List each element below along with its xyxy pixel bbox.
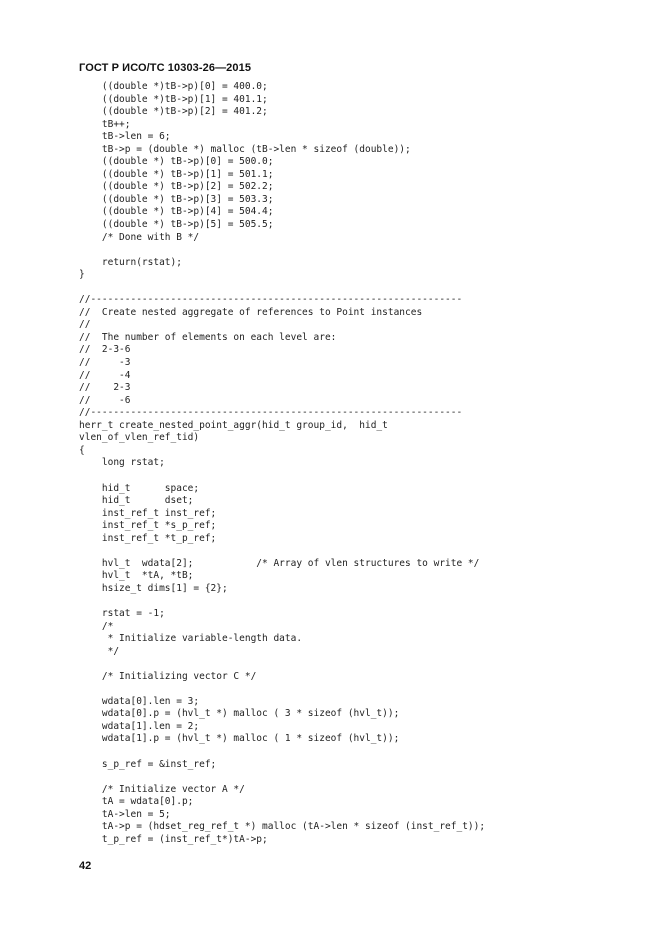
code-line: {	[79, 444, 85, 456]
code-line: /* Initializing vector C */	[79, 670, 257, 682]
code-line: /* Done with B */	[79, 231, 200, 243]
code-line	[79, 771, 639, 784]
code-line	[79, 244, 639, 257]
code-line: hsize_t dims[1] = {2};	[79, 582, 228, 594]
code-listing	[79, 81, 639, 846]
code-line: // The number of elements on each level are:	[79, 331, 337, 343]
code-line: wdata[1].p = (hvl_t *) malloc ( 1 * sizeof (hvl_t));	[79, 733, 400, 745]
code-line: tB->p = (double *) malloc (tB->len * sizeof (double));	[79, 143, 411, 155]
code-line: //-----------------------------------------------------------------	[79, 294, 463, 306]
code-line: inst_ref_t inst_ref;	[79, 507, 217, 519]
code-line: // -3	[79, 357, 131, 369]
code-line: tA->p = (hdset_reg_ref_t *) malloc (tA->len * sizeof (inst_ref_t));	[79, 821, 486, 833]
page-number: 42	[79, 860, 92, 872]
code-line: ((double *) tB->p)[5] = 505.5;	[79, 219, 274, 231]
code-line: wdata[1].len = 2;	[79, 720, 200, 732]
page-header-standard-id: ГОСТ Р ИСО/ТС 10303-26—2015	[79, 62, 252, 74]
code-line: tA->len = 5;	[79, 808, 171, 820]
code-line: long rstat;	[79, 457, 165, 469]
code-line: hvl_t *tA, *tB;	[79, 570, 194, 582]
code-line: ((double *) tB->p)[0] = 500.0;	[79, 156, 274, 168]
code-line	[79, 683, 639, 696]
code-line: inst_ref_t *t_p_ref;	[79, 532, 217, 544]
code-line: * Initialize variable-length data.	[79, 633, 303, 645]
code-line: ((double *)tB->p)[1] = 401.1;	[79, 93, 268, 105]
code-line: hid_t space;	[79, 482, 200, 494]
code-line	[79, 470, 639, 483]
code-line: hid_t dset;	[79, 495, 194, 507]
code-line: //-----------------------------------------------------------------	[79, 407, 463, 419]
code-line: ((double *) tB->p)[2] = 502.2;	[79, 181, 274, 193]
code-line: ((double *)tB->p)[0] = 400.0;	[79, 81, 268, 92]
code-line	[79, 595, 639, 608]
code-line: inst_ref_t *s_p_ref;	[79, 520, 217, 532]
code-line: /*	[79, 620, 114, 632]
code-line: ((double *) tB->p)[1] = 501.1;	[79, 168, 274, 180]
code-line: wdata[0].p = (hvl_t *) malloc ( 3 * sizeof (hvl_t));	[79, 708, 400, 720]
code-line	[79, 282, 639, 295]
code-line: tB->len = 6;	[79, 131, 171, 143]
code-line: tB++;	[79, 118, 131, 130]
code-line: s_p_ref = &inst_ref;	[79, 758, 217, 770]
code-line: herr_t create_nested_point_aggr(hid_t group_id, hid_t	[79, 419, 388, 431]
code-line: /* Initialize vector A */	[79, 783, 245, 795]
code-line: t_p_ref = (inst_ref_t*)tA->p;	[79, 833, 268, 845]
code-line: */	[79, 645, 120, 657]
code-line	[79, 545, 639, 558]
code-line: hvl_t wdata[2]; /* Array of vlen structures to write */	[79, 557, 480, 569]
code-line: ((double *)tB->p)[2] = 401.2;	[79, 106, 268, 118]
code-line: //	[79, 319, 91, 331]
code-line: ((double *) tB->p)[4] = 504.4;	[79, 206, 274, 218]
code-line: // 2-3-6	[79, 344, 131, 356]
code-line: vlen_of_vlen_ref_tid)	[79, 432, 200, 444]
code-line: // Create nested aggregate of references to Point instances	[79, 306, 423, 318]
code-line: rstat = -1;	[79, 607, 165, 619]
code-line	[79, 746, 639, 759]
code-line	[79, 658, 639, 671]
code-line: return(rstat);	[79, 256, 182, 268]
code-line: // 2-3	[79, 382, 131, 394]
code-line: wdata[0].len = 3;	[79, 695, 200, 707]
code-line: }	[79, 269, 85, 281]
code-line: tA = wdata[0].p;	[79, 796, 194, 808]
code-line: ((double *) tB->p)[3] = 503.3;	[79, 193, 274, 205]
code-line: // -4	[79, 369, 131, 381]
code-line: // -6	[79, 394, 131, 406]
